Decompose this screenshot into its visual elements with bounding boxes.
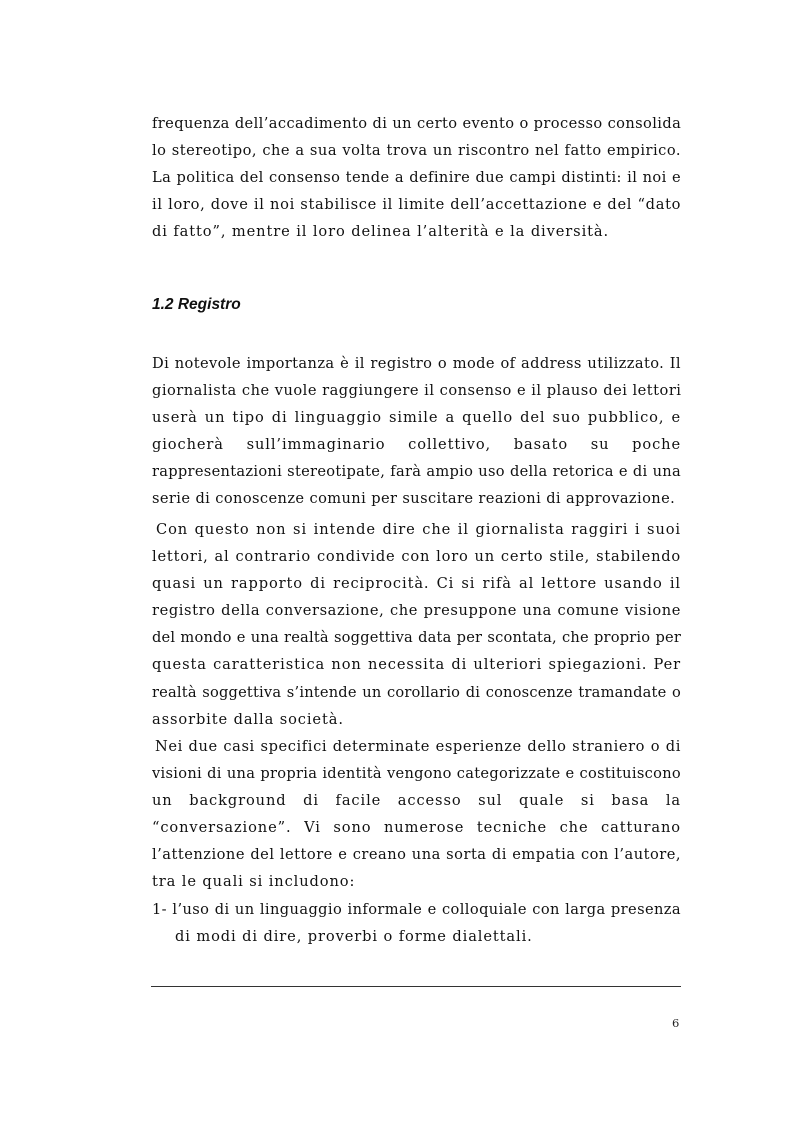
list-item-1 — [152, 896, 681, 950]
text-line: giornalista che vuole raggiungere il consenso e il plauso dei lettori — [152, 382, 681, 400]
text-line: “conversazione”. Vi sono numerose tecniche che catturano — [152, 819, 681, 837]
text-line: Di notevole importanza è il registro o mode of address utilizzato. Il — [152, 355, 681, 372]
text-line: lo stereotipo, che a sua volta trova un riscontro nel fatto empirico. — [152, 142, 681, 160]
text-line: un background di facile accesso sul quale si basa la — [152, 792, 681, 810]
text-line: Con questo non si intende dire che il giornalista raggiri i suoi — [156, 521, 681, 538]
text-line: realtà soggettiva s’intende un corollario di conoscenze tramandate o — [152, 683, 681, 701]
paragraph-registro — [152, 350, 681, 513]
list-item-line: di modi di dire, proverbi o forme dialettali. — [175, 928, 533, 946]
text-line: del mondo e una realtà soggettiva data per scontata, che proprio per — [152, 629, 681, 647]
text-line: assorbite dalla società. — [152, 710, 344, 728]
text-line: di fatto”, mentre il loro delinea l’alterità e la diversità. — [152, 223, 610, 241]
text-line: visioni di una propria identità vengono categorizzate e costituiscono — [152, 765, 681, 783]
text-line: serie di conoscenze comuni per suscitare reazioni di approvazione. — [152, 490, 676, 508]
text-line: Nei due casi specifici determinate esperienze dello straniero o di — [155, 738, 681, 755]
text-line: giocherà sull’immaginario collettivo, basato su poche — [152, 436, 681, 454]
paragraph-conversazione — [152, 516, 681, 733]
text-line: registro della conversazione, che presuppone una comune visione — [152, 602, 681, 620]
paragraph-intro — [152, 110, 681, 245]
section-heading: 1.2 Registro — [152, 296, 241, 313]
paragraph-casi — [152, 733, 681, 896]
footer-divider — [151, 986, 681, 987]
list-item-line: 1- l’uso di un linguaggio informale e colloquiale con larga presenza — [152, 901, 681, 918]
text-line: tra le quali si includono: — [152, 873, 356, 891]
text-line: frequenza dell’accadimento di un certo evento o processo consolida — [152, 115, 681, 132]
text-line: userà un tipo di linguaggio simile a quello del suo pubblico, e — [152, 409, 681, 427]
text-line: l’attenzione del lettore e creano una sorta di empatia con l’autore, — [152, 846, 681, 864]
text-line: questa caratteristica non necessita di ulteriori spiegazioni. Per — [152, 656, 681, 674]
text-line: La politica del consenso tende a definire due campi distinti: il noi e — [152, 169, 681, 187]
text-line: il loro, dove il noi stabilisce il limite dell’accettazione e del “dato — [152, 196, 681, 214]
page-number: 6 — [672, 1016, 680, 1030]
text-line: lettori, al contrario condivide con loro un certo stile, stabilendo — [152, 548, 681, 566]
text-line: rappresentazioni stereotipate, farà ampio uso della retorica e di una — [152, 463, 681, 481]
text-line: quasi un rapporto di reciprocità. Ci si rifà al lettore usando il — [152, 575, 681, 593]
